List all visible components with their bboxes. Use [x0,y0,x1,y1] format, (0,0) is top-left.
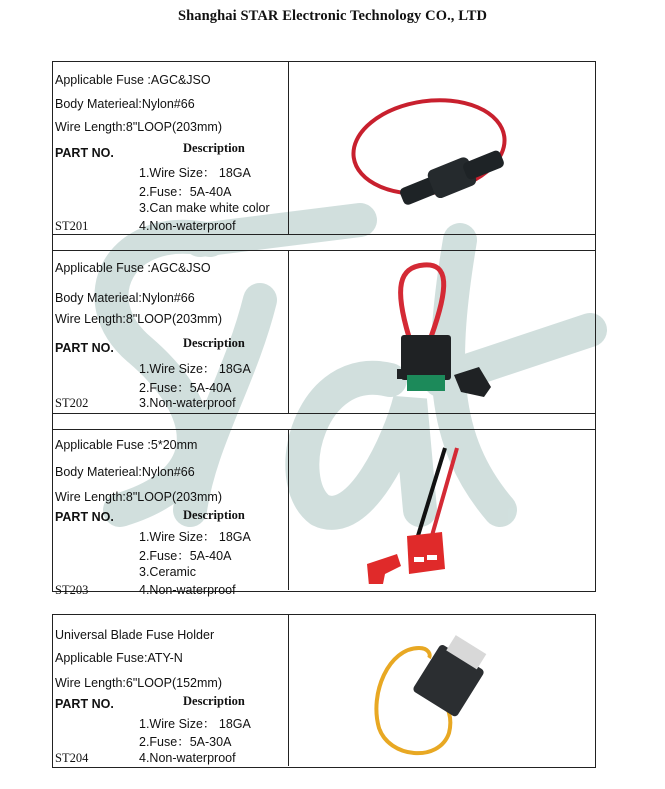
spec-body-material: Body Materieal:Nylon#66 [55,465,195,479]
part-no-label: PART NO. [55,510,114,524]
spec-product-name: Universal Blade Fuse Holder [55,628,215,642]
description-item: 1.Wire Size： 18GA [139,717,251,731]
product-spec-cell [53,62,289,234]
company-title: Shanghai STAR Electronic Technology CO., LTD [177,8,488,24]
description-item: 4.Non-waterproof [139,751,236,765]
spec-applicable-fuse: Applicable Fuse:ATY-N [55,651,183,665]
description-label: Description [183,336,245,350]
product-image-cell [289,251,595,413]
spec-wire-length: Wire Length:6"LOOP(152mm) [55,676,222,690]
description-item: 2.Fuse：5A-30A [139,735,232,749]
spec-applicable-fuse: Applicable Fuse :AGC&JSO [55,73,211,87]
description-item: 3.Ceramic [139,565,196,579]
product-image-cell [289,430,595,590]
part-no-label: PART NO. [55,697,114,711]
description-item: 1.Wire Size： 18GA [139,362,251,376]
spec-body-material: Body Materieal:Nylon#66 [55,291,195,305]
spacer-row [53,413,595,430]
product-image-cell [289,62,595,234]
product-spec-cell [53,251,289,413]
part-number: ST202 [55,396,89,410]
part-number: ST201 [55,219,89,233]
spec-wire-length: Wire Length:8"LOOP(203mm) [55,120,222,134]
spec-applicable-fuse: Applicable Fuse :5*20mm [55,438,198,452]
spec-applicable-fuse: Applicable Fuse :AGC&JSO [55,261,211,275]
spec-wire-length: Wire Length:8"LOOP(203mm) [55,312,222,326]
red-fuse-holder-red-black-wires-icon [357,444,487,584]
blade-fuse-holder-yellow-loop-icon [369,623,509,763]
description-item: 3.Non-waterproof [139,396,236,410]
description-item: 4.Non-waterproof [139,583,236,597]
description-item: 2.Fuse：5A-40A [139,381,232,395]
description-item: 2.Fuse：5A-40A [139,549,232,563]
product-spec-cell [53,430,289,597]
description-label: Description [183,141,245,155]
part-number: ST203 [55,583,89,597]
product-table-st204 [52,614,596,768]
product-table-st203 [52,429,596,597]
blade-fuse-holder-red-loop-icon [369,257,509,412]
spec-body-material: Body Materieal:Nylon#66 [55,97,195,111]
product-table-st201 [52,61,596,251]
description-item: 4.Non-waterproof [139,219,236,233]
inline-fuse-holder-red-loop-icon [349,82,529,222]
description-item: 2.Fuse：5A-40A [139,185,232,199]
description-item: 1.Wire Size： 18GA [139,530,251,544]
description-label: Description [183,694,245,708]
description-label: Description [183,508,245,522]
description-item: 1.Wire Size： 18GA [139,166,251,180]
spacer-row [53,234,595,251]
part-no-label: PART NO. [55,341,114,355]
part-number: ST204 [55,751,89,765]
product-image-cell [289,615,595,766]
product-spec-cell [53,615,289,766]
product-table-st202 [52,250,596,430]
part-no-label: PART NO. [55,146,114,160]
description-item: 3.Can make white color [139,201,270,215]
spec-wire-length: Wire Length:8"LOOP(203mm) [55,490,222,504]
